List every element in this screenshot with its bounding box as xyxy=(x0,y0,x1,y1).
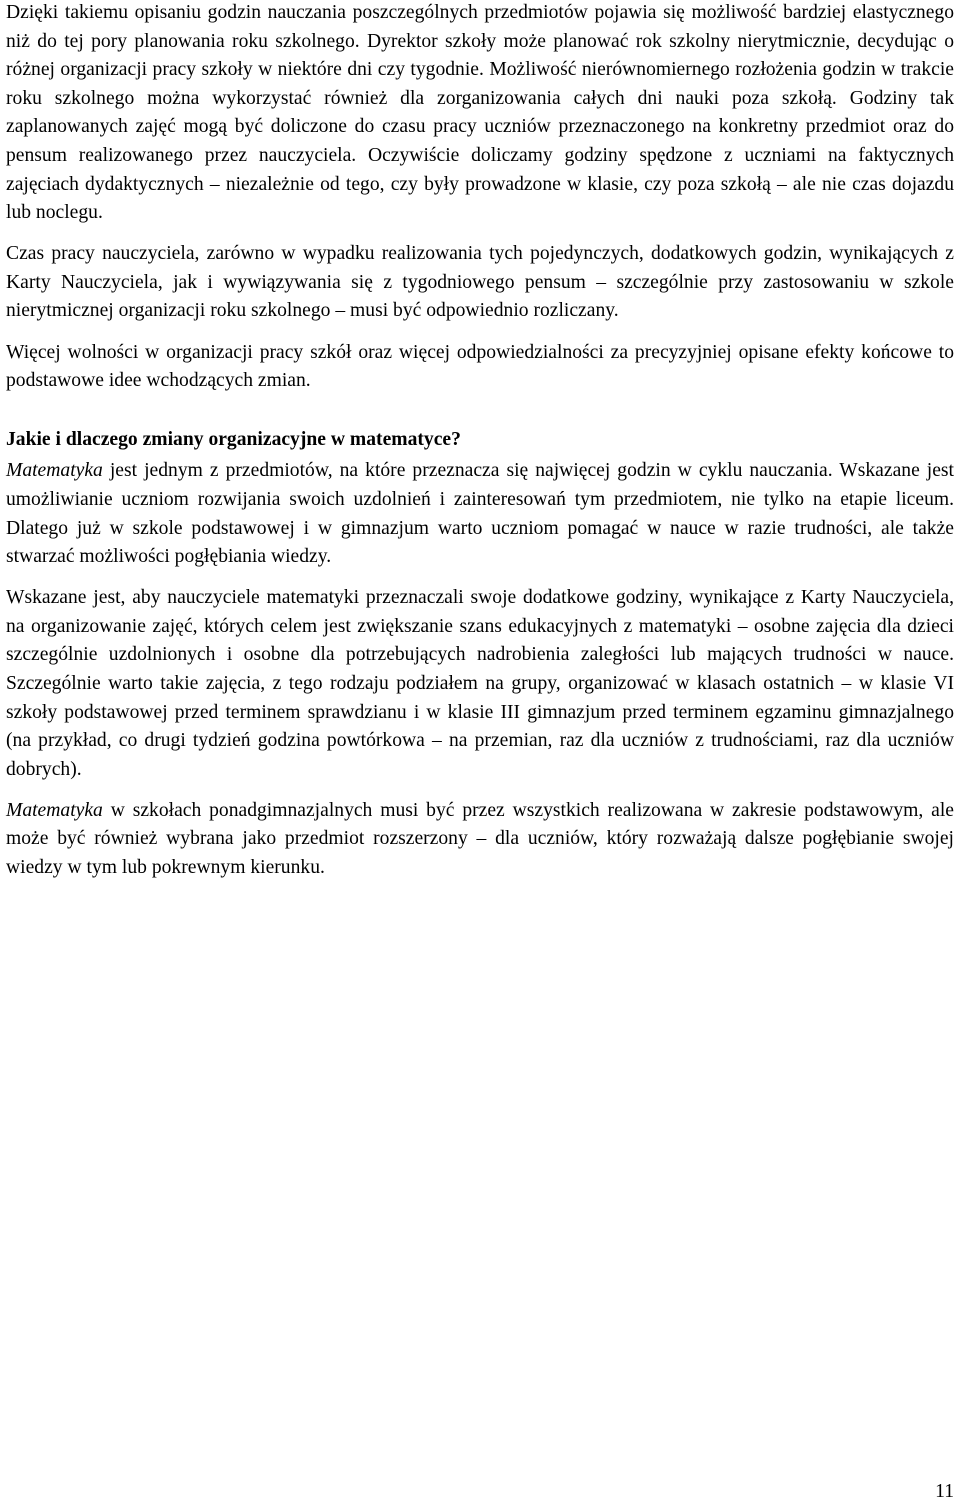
document-page xyxy=(6,0,954,883)
paragraph-math-hours xyxy=(6,457,954,571)
page-number: 11 xyxy=(935,1481,954,1502)
paragraph-math-hours-text: jest jednym z przedmiotów, na które przeznacza się najwięcej godzin w cyklu nauczania. Wskazane jest umożliwianie uczniom rozwijania swoich uzdolnień i zainteresowań tym przedmiotem, nie tylko na etapie liceum. Dlatego już w szkole podstawowej i w gimnazjum warto uczniom pomagać w nauce w razie trudności, ale także stwarzać możliwości pogłębiania wiedzy. xyxy=(6,460,954,568)
italic-term-matematyka: Matematyka xyxy=(6,799,103,821)
paragraph-upper-secondary xyxy=(6,797,954,883)
section-heading-math: Jakie i dlaczego zmiany organizacyjne w matematyce? xyxy=(6,428,461,450)
paragraph-additional-hours: Wskazane jest, aby nauczyciele matematyki przeznaczali swoje dodatkowe godziny, wynikające z Karty Nauczyciela, na organizowanie zajęć, których celem jest zwiększanie szans edukacyjnych z matematyki – osobne zajęcia dla dzieci szczególnie uzdolnionych i osobne dla potrzebujących nadrobienia zaległości lub mających trudności w nauce. Szczególnie warto takie zajęcia, z tego rodzaju podziałem na grupy, organizować w klasach ostatnich – w klasie VI szkoły podstawowej przed terminem sprawdzianu i w klasie III gimnazjum przed terminem egzaminu gimnazjalnego (na przykład, co drugi tydzień godzina powtórkowa – na przemian, raz dla uczniów z trudnościami, raz dla uczniów dobrych). xyxy=(6,587,954,780)
paragraph-flexible-planning: Dzięki takiemu opisaniu godzin nauczania poszczególnych przedmiotów pojawia się możliwość bardziej elastycznego niż do tej pory planowania roku szkolnego. Dyrektor szkoły może planować rok szkolny nierytmicznie, decydując o różnej organizacji pracy szkoły w niektóre dni czy tygodnie. Możliwość nierównomiernego rozłożenia godzin w trakcie roku szkolnego można wykorzystać również dla zorganizowania całych dni nauki poza szkołą. Godziny tak zaplanowanych zajęć mogą być doliczone do czasu pracy uczniów przeznaczonego na konkretny przedmiot oraz do pensum realizowanego przez nauczyciela. Oczywiście doliczamy godziny spędzone z uczniami na faktycznych zajęciach dydaktycznych – niezależnie od tego, czy były prowadzone w klasie, czy poza szkołą – ale nie czas dojazdu lub noclegu. xyxy=(6,2,954,224)
paragraph-freedom-and-responsibility: Więcej wolności w organizacji pracy szkół oraz więcej odpowiedzialności za precyzyjniej opisane efekty końcowe to podstawowe idee wchodzących zmian. xyxy=(6,341,954,392)
paragraph-teacher-work-time: Czas pracy nauczyciela, zarówno w wypadku realizowania tych pojedynczych, dodatkowych godzin, wynikających z Karty Nauczyciela, jak i wywiązywania się z tygodniowego pensum – szczególnie przy zastosowaniu w szkole nierytmicznej organizacji roku szkolnego – musi być odpowiednio rozliczany. xyxy=(6,243,954,322)
italic-term-matematyka: Matematyka xyxy=(6,460,103,482)
paragraph-upper-secondary-text: w szkołach ponadgimnazjalnych musi być przez wszystkich realizowana w zakresie podstawowym, ale może być również wybrana jako przedmiot rozszerzony – dla uczniów, który rozważają dalsze pogłębianie swojej wiedzy w tym lub pokrewnym kierunku. xyxy=(6,799,954,879)
